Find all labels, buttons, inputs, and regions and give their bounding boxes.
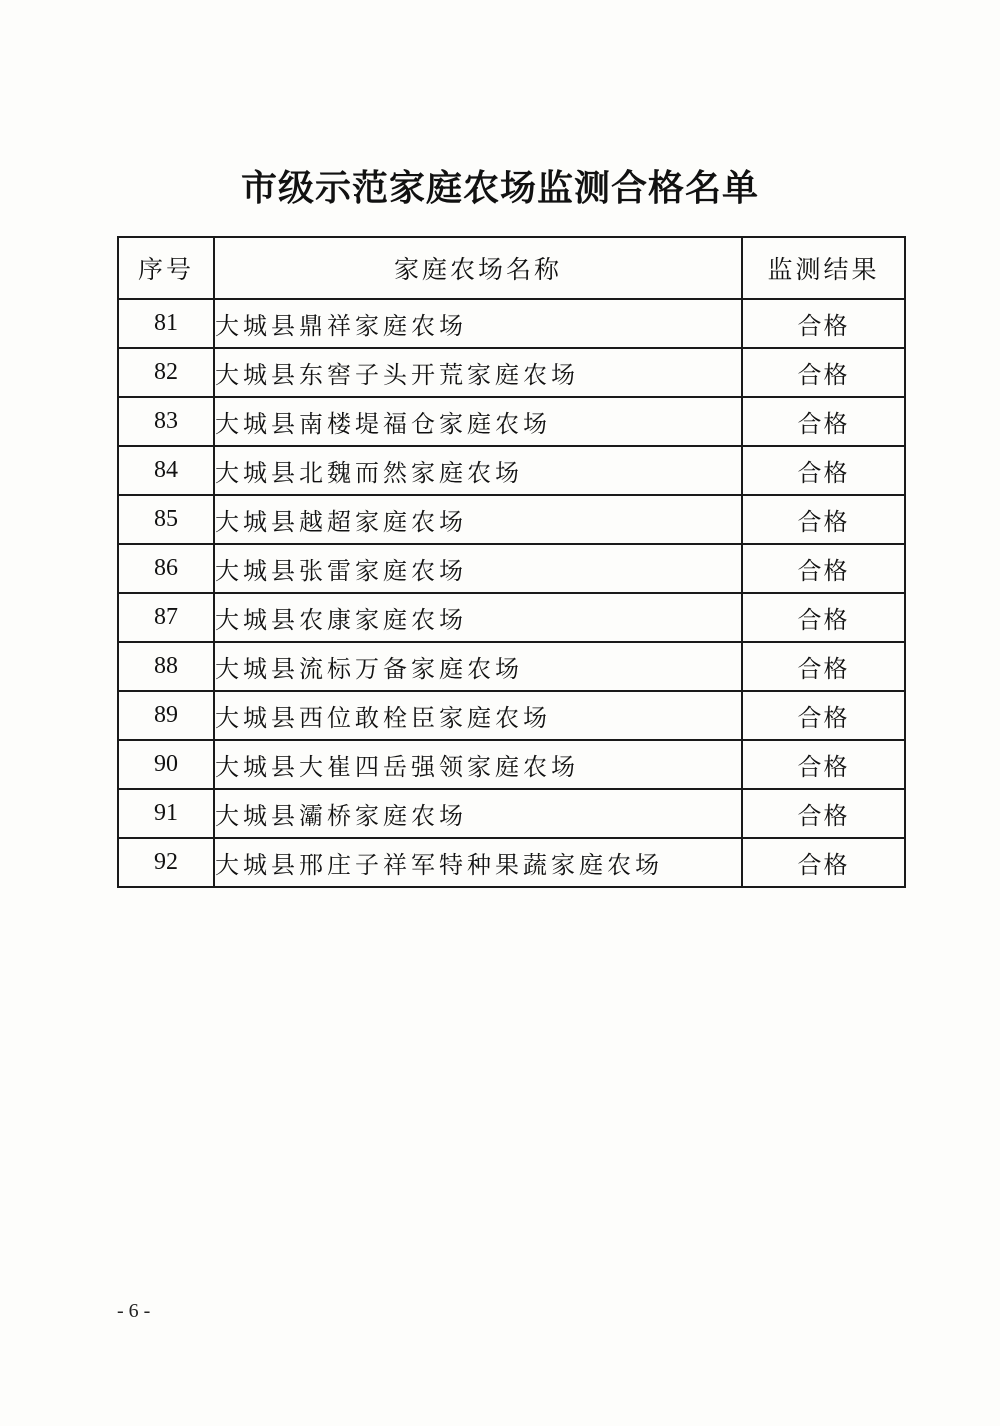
table-row <box>118 740 905 789</box>
row-no: 82 <box>118 348 214 397</box>
table-header-row <box>118 237 905 299</box>
document-title: 市级示范家庭农场监测合格名单 <box>240 168 759 209</box>
table-row <box>118 397 905 446</box>
row-result: 合格 <box>742 446 905 495</box>
row-result: 合格 <box>742 397 905 446</box>
header-no: 序号 <box>118 237 214 299</box>
row-result: 合格 <box>742 299 905 348</box>
row-farm-name: 大城县越超家庭农场 <box>214 495 742 544</box>
row-no: 83 <box>118 397 214 446</box>
page-number: - 6 - <box>117 1300 151 1322</box>
row-result: 合格 <box>742 691 905 740</box>
row-farm-name: 大城县邢庄子祥军特种果蔬家庭农场 <box>214 838 742 887</box>
row-farm-name: 大城县灞桥家庭农场 <box>214 789 742 838</box>
table-row <box>118 299 905 348</box>
row-result: 合格 <box>742 789 905 838</box>
header-result: 监测结果 <box>742 237 905 299</box>
table-row <box>118 593 905 642</box>
table-row <box>118 446 905 495</box>
row-no: 81 <box>118 299 214 348</box>
row-no: 84 <box>118 446 214 495</box>
table-row <box>118 348 905 397</box>
table-row <box>118 789 905 838</box>
row-result: 合格 <box>742 544 905 593</box>
table-row <box>118 544 905 593</box>
row-result: 合格 <box>742 495 905 544</box>
row-farm-name: 大城县流标万备家庭农场 <box>214 642 742 691</box>
row-no: 90 <box>118 740 214 789</box>
row-result: 合格 <box>742 348 905 397</box>
row-result: 合格 <box>742 838 905 887</box>
row-result: 合格 <box>742 593 905 642</box>
row-result: 合格 <box>742 740 905 789</box>
row-no: 87 <box>118 593 214 642</box>
header-name: 家庭农场名称 <box>214 237 742 299</box>
row-farm-name: 大城县大崔四岳强领家庭农场 <box>214 740 742 789</box>
row-result: 合格 <box>742 642 905 691</box>
row-farm-name: 大城县东窖子头开荒家庭农场 <box>214 348 742 397</box>
row-no: 88 <box>118 642 214 691</box>
row-no: 86 <box>118 544 214 593</box>
row-no: 89 <box>118 691 214 740</box>
row-farm-name: 大城县北魏而然家庭农场 <box>214 446 742 495</box>
table-row <box>118 838 905 887</box>
row-no: 91 <box>118 789 214 838</box>
row-farm-name: 大城县南楼堤福仓家庭农场 <box>214 397 742 446</box>
row-no: 85 <box>118 495 214 544</box>
farm-list-table-wrapper <box>117 236 906 888</box>
row-farm-name: 大城县鼎祥家庭农场 <box>214 299 742 348</box>
row-no: 92 <box>118 838 214 887</box>
row-farm-name: 大城县张雷家庭农场 <box>214 544 742 593</box>
row-farm-name: 大城县农康家庭农场 <box>214 593 742 642</box>
row-farm-name: 大城县西位敢栓臣家庭农场 <box>214 691 742 740</box>
table-row <box>118 642 905 691</box>
table-row <box>118 495 905 544</box>
table-row <box>118 691 905 740</box>
farm-list-table <box>117 236 906 888</box>
